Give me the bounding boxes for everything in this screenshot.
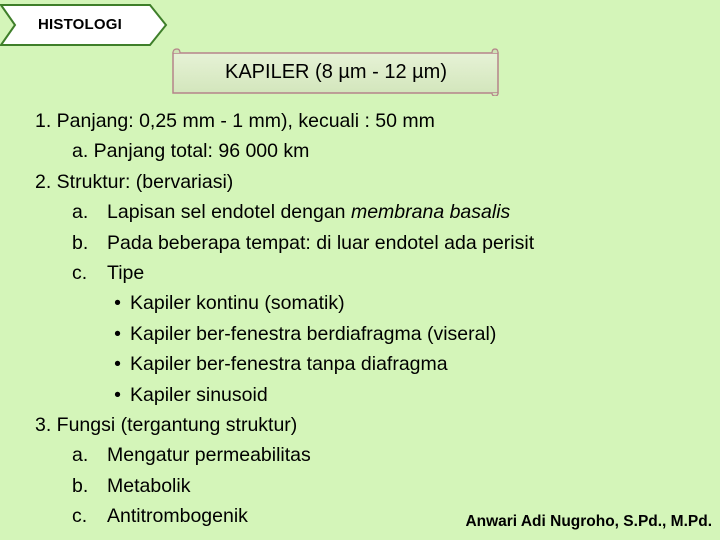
list-marker: a. [72, 201, 89, 224]
list-item-text: Pada beberapa tempat: di luar endotel ada perisit [107, 231, 535, 254]
list-item: a. Panjang total: 96 000 km [72, 140, 310, 163]
list-item [35, 228, 705, 258]
list-marker: b. [72, 231, 89, 254]
list-item-text: Kapiler kontinu (somatik) [130, 292, 345, 315]
list-item [35, 258, 705, 288]
list-item-text: Kapiler sinusoid [130, 383, 268, 406]
list-item [35, 471, 705, 501]
list-item [35, 349, 705, 379]
list-item-text: Tipe [107, 261, 145, 284]
section-tag [0, 4, 168, 46]
page-title: KAPILER (8 µm - 12 µm) [225, 61, 447, 83]
list-item [35, 380, 705, 410]
list-marker: c. [72, 261, 88, 284]
list-item: 3. Fungsi (tergantung struktur) [35, 413, 298, 436]
list-item-text: Kapiler ber-fenestra berdiafragma (viseral) [130, 322, 497, 345]
list-item-text: Kapiler ber-fenestra tanpa diafragma [130, 353, 448, 376]
bullet-icon: • [114, 322, 121, 345]
bullet-icon: • [114, 292, 121, 315]
list-marker: c. [72, 505, 88, 528]
list-marker: a. [72, 444, 89, 467]
list-item [35, 440, 705, 470]
author-credit: Anwari Adi Nugroho, S.Pd., M.Pd. [465, 513, 712, 530]
list-item [35, 288, 705, 318]
list-item: 2. Struktur: (bervariasi) [35, 170, 234, 193]
list-item-text: Antitrombogenik [107, 505, 248, 528]
list-item-text: Lapisan sel endotel dengan [107, 201, 351, 224]
list-item: 1. Panjang: 0,25 mm - 1 mm), kecuali : 50 mm [35, 110, 435, 132]
list-item [35, 197, 705, 227]
title-banner [170, 48, 502, 96]
list-item-text: Metabolik [107, 474, 191, 497]
list-marker: b. [72, 474, 89, 497]
bullet-icon: • [114, 353, 121, 376]
bullet-icon: • [114, 383, 121, 406]
italic-term: membrana basalis [350, 201, 511, 224]
list-item-text: Mengatur permeabilitas [107, 444, 311, 467]
slide-body [35, 106, 705, 531]
section-tag-label: HISTOLOGI [37, 16, 123, 33]
list-item [35, 319, 705, 349]
